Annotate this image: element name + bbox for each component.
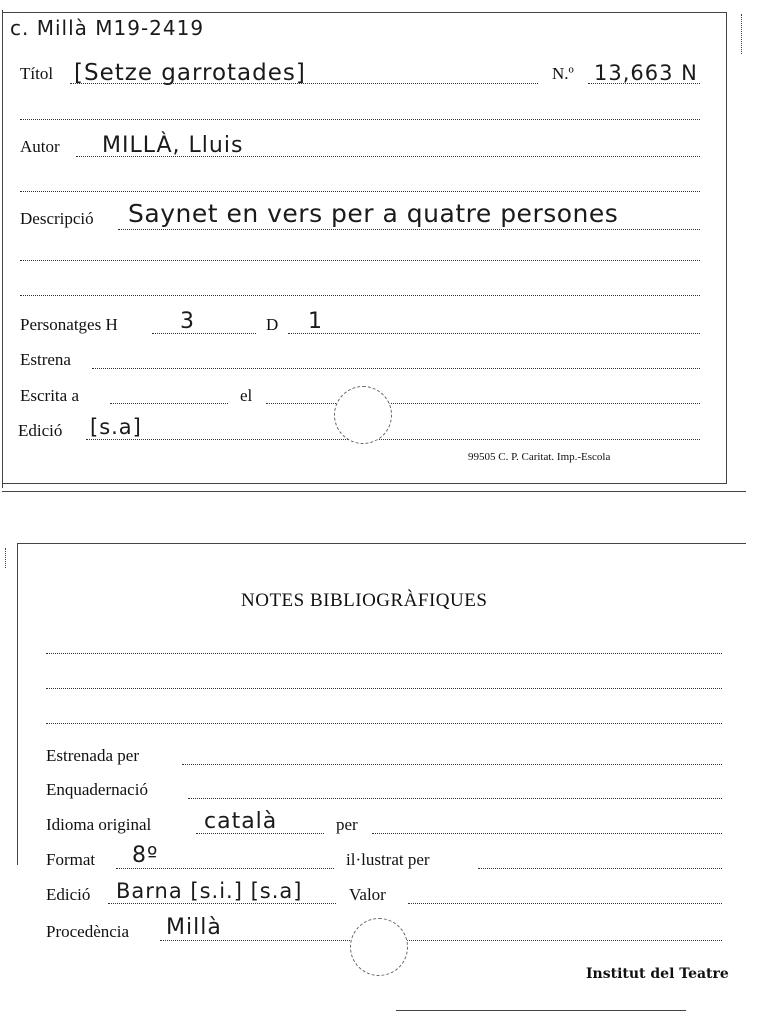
estrena-label: Estrena	[20, 350, 71, 369]
card1-top-border	[2, 12, 726, 13]
call-number: c. Millà M19-2419	[10, 16, 205, 40]
card2-edge-mark	[5, 548, 6, 568]
valor-line	[408, 903, 722, 904]
enquadernacio-label: Enquadernació	[46, 780, 148, 799]
titol-extra-line	[20, 119, 700, 120]
valor-label: Valor	[349, 885, 386, 904]
procedencia-line	[160, 940, 722, 941]
notes-line-1	[46, 653, 722, 654]
titol-value: [Setze garrotades]	[74, 60, 306, 86]
card1-left-border	[2, 10, 3, 488]
descripcio-line	[118, 229, 700, 230]
personatges-d-label: D	[266, 315, 279, 334]
personatges-d-line	[288, 333, 700, 334]
enquadernacio-line	[188, 798, 722, 799]
autor-extra-line	[20, 191, 700, 192]
autor-label: Autor	[20, 137, 60, 156]
estrena-line	[92, 368, 700, 369]
estrenada-line	[182, 764, 722, 765]
idioma-label: Idioma original	[46, 815, 152, 834]
notes-line-2	[46, 688, 722, 689]
edicio-line	[86, 439, 700, 440]
el-line	[266, 403, 700, 404]
descripcio-extra-line-1	[20, 260, 700, 261]
personatges-label: Personatges H	[20, 315, 118, 334]
autor-value: MILLÀ, Lluis	[102, 133, 244, 158]
procedencia-label: Procedència	[46, 922, 130, 941]
personatges-d-value: 1	[308, 309, 323, 334]
punch-hole-bottom	[350, 918, 408, 976]
idioma-value: català	[204, 809, 278, 834]
per-line	[372, 833, 722, 834]
illustrat-label: il·lustrat per	[346, 850, 430, 869]
per-label: per	[336, 815, 358, 834]
card2-left-border	[17, 543, 18, 865]
card2-edicio-label: Edició	[46, 885, 91, 904]
numero-value: 13,663 N	[594, 61, 698, 85]
edicio-value: [s.a]	[90, 415, 142, 439]
notes-heading: NOTES BIBLIOGRÀFIQUES	[241, 590, 488, 611]
illustrat-line	[478, 868, 722, 869]
format-line	[116, 868, 334, 869]
estrenada-label: Estrenada per	[46, 746, 139, 765]
edicio-label: Edició	[18, 421, 63, 440]
descripcio-value: Saynet en vers per a quatre persones	[128, 199, 619, 228]
descripcio-label: Descripció	[20, 209, 94, 228]
numero-label: N.º	[552, 64, 574, 83]
punch-hole-top	[334, 386, 392, 444]
institution-name: Institut del Teatre	[586, 966, 729, 982]
descripcio-extra-line-2	[20, 295, 700, 296]
card1-shadow-line	[2, 491, 746, 492]
card1-edge-mark	[741, 14, 742, 54]
card2-edicio-line	[108, 903, 336, 904]
card2-edicio-value: Barna [s.i.] [s.a]	[116, 879, 303, 903]
personatges-h-line	[152, 333, 256, 334]
escrita-line	[110, 403, 228, 404]
titol-label: Títol	[20, 64, 54, 83]
escrita-label: Escrita a	[20, 386, 79, 405]
personatges-h-value: 3	[180, 309, 195, 334]
format-value: 8º	[132, 843, 159, 868]
card2-top-border	[18, 543, 746, 544]
printer-note: 99505 C. P. Caritat. Imp.-Escola	[468, 451, 611, 463]
card2-bottom-line	[396, 1010, 686, 1011]
card1-bottom-border	[2, 483, 726, 484]
procedencia-value: Millà	[166, 915, 222, 940]
format-label: Format	[46, 850, 96, 869]
el-label: el	[240, 386, 253, 405]
notes-line-3	[46, 723, 722, 724]
card1-right-border	[726, 12, 727, 484]
